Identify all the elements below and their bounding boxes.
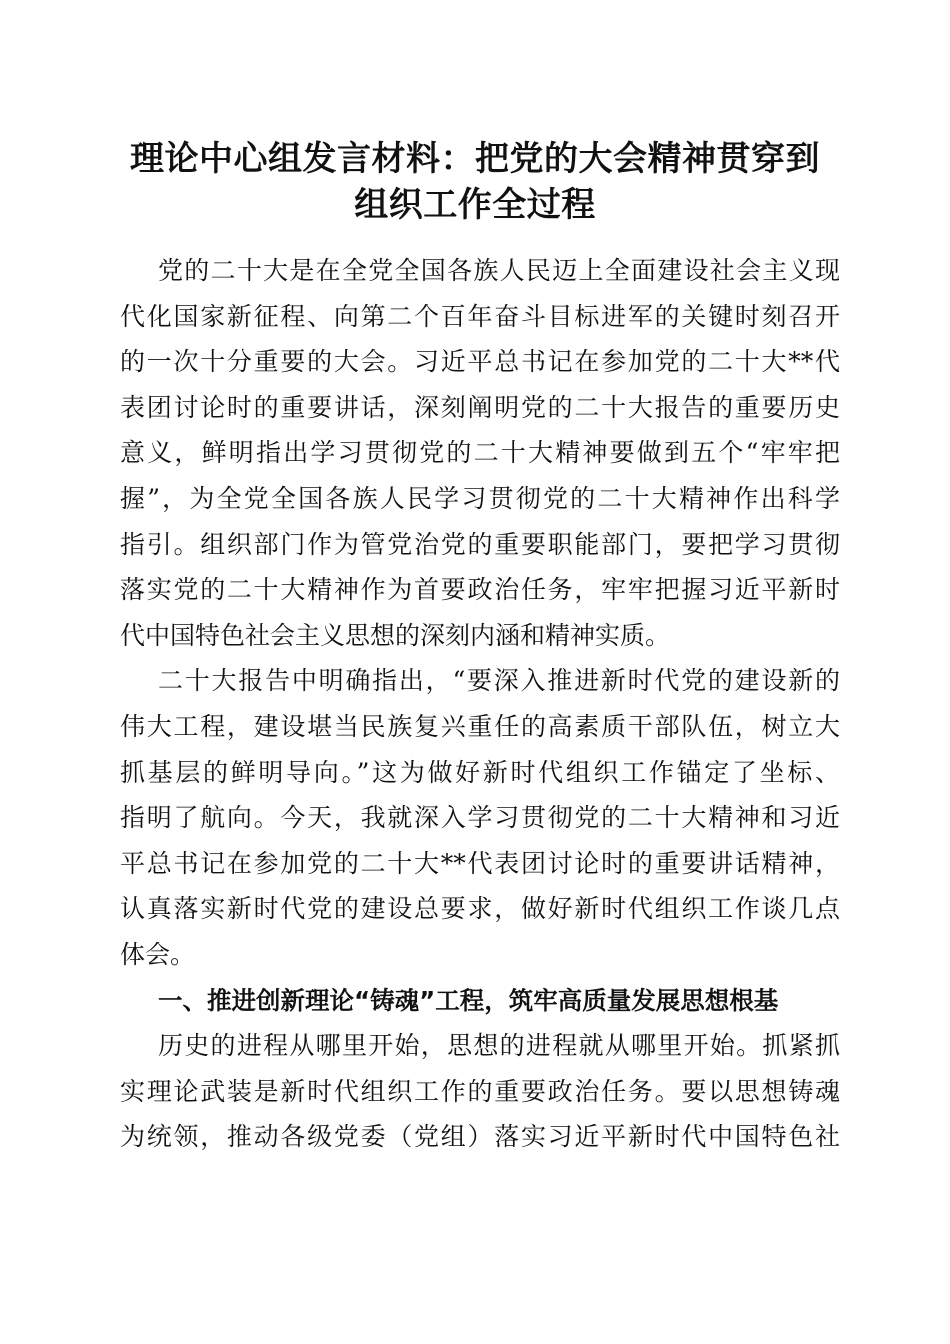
text-line: 平总书记在参加党的二十大**代表团讨论时的重要讲话精神， — [120, 848, 840, 878]
section-heading: 一、推进创新理论“铸魂”工程，筑牢高质量发展思想根基 — [158, 985, 779, 1015]
text-line: 代中国特色社会主义思想的深刻内涵和精神实质。 — [120, 620, 671, 650]
paragraph-2 — [120, 658, 840, 977]
paragraph-1 — [120, 248, 840, 658]
text-line: 代化国家新征程、向第二个百年奋斗目标进军的关键时刻召开 — [120, 301, 840, 331]
text-line: 指引。组织部门作为管党治党的重要职能部门，要把学习贯彻 — [120, 529, 840, 559]
text-line: 伟大工程，建设堪当民族复兴重任的高素质干部队伍，树立大 — [120, 711, 840, 741]
text-line: 二十大报告中明确指出，“要深入推进新时代党的建设新的 — [158, 666, 840, 696]
paragraph-3 — [120, 1023, 840, 1160]
document-body — [120, 248, 840, 1160]
text-line: 表团讨论时的重要讲话，深刻阐明党的二十大报告的重要历史 — [120, 392, 840, 422]
text-line: 党的二十大是在全党全国各族人民迈上全面建设社会主义现 — [158, 256, 840, 285]
title-line-2: 组织工作全过程 — [354, 185, 596, 225]
text-line: 握”，为全党全国各族人民学习贯彻党的二十大精神作出科学 — [120, 483, 840, 513]
text-line: 体会。 — [120, 939, 196, 969]
text-line: 落实党的二十大精神作为首要政治任务，牢牢把握习近平新时 — [120, 575, 840, 605]
text-line: 意义，鲜明指出学习贯彻党的二十大精神要做到五个“牢牢把 — [120, 438, 840, 468]
text-line: 指明了航向。今天，我就深入学习贯彻党的二十大精神和习近 — [120, 803, 840, 833]
text-line: 的一次十分重要的大会。习近平总书记在参加党的二十大**代 — [120, 347, 840, 377]
text-line: 实理论武装是新时代组织工作的重要政治任务。要以思想铸魂 — [120, 1076, 840, 1106]
text-line: 抓基层的鲜明导向。”这为做好新时代组织工作锚定了坐标、 — [120, 757, 840, 787]
title-line-1: 理论中心组发言材料：把党的大会精神贯穿到 — [130, 139, 820, 179]
text-line: 历史的进程从哪里开始，思想的进程就从哪里开始。抓紧抓 — [158, 1031, 840, 1061]
text-line: 为统领，推动各级党委（党组）落实习近平新时代中国特色社 — [120, 1122, 840, 1152]
document-title — [100, 136, 850, 228]
text-line: 认真落实新时代党的建设总要求，做好新时代组织工作谈几点 — [120, 894, 840, 924]
